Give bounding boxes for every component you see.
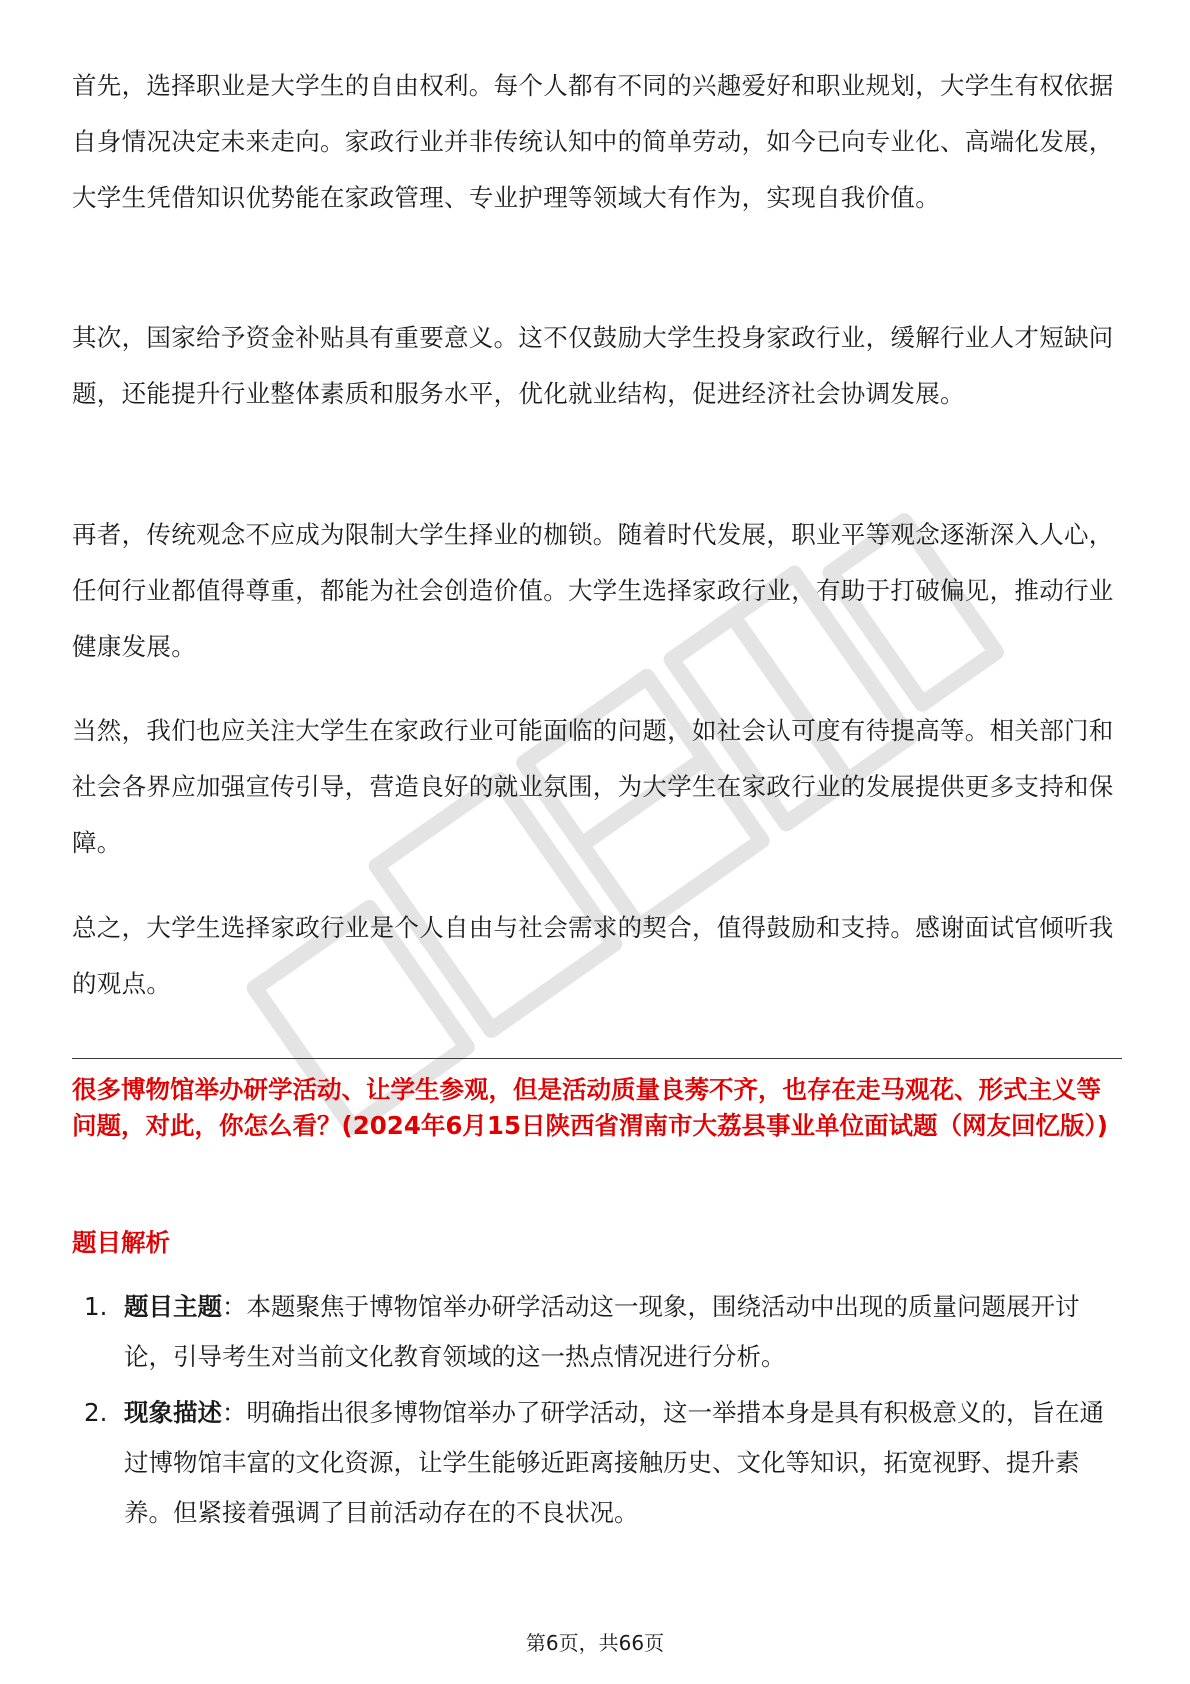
list-item-text: ：明确指出很多博物馆举办了研学活动，这一举措本身是具有积极意义的，旨在通过博物馆丰富的文化资源，让学生能够近距离接触历史、文化等知识，拓宽视野、提升素养。但紧接着强调了目前活动存在的不良状况。: [124, 1398, 1104, 1527]
paragraph-first: 首先，选择职业是大学生的自由权利。每个人都有不同的兴趣爱好和职业规划，大学生有权依据自身情况决定未来走向。家政行业并非传统认知中的简单劳动，如今已向专业化、高端化发展，大学生凭借知识优势能在家政管理、专业护理等领域大有作为，实现自我价值。: [72, 71, 1114, 212]
list-item-term: 现象描述: [124, 1398, 222, 1427]
list-item: [72, 1282, 1122, 1382]
section-divider: [72, 1058, 1122, 1059]
list-item-number: 1.: [84, 1292, 108, 1321]
list-item-text: ：本题聚焦于博物馆举办研学活动这一现象，围绕活动中出现的质量问题展开讨论，引导考生对当前文化教育领域的这一热点情况进行分析。: [124, 1292, 1080, 1371]
paragraph-second: 其次，国家给予资金补贴具有重要意义。这不仅鼓励大学生投身家政行业，缓解行业人才短缺问题，还能提升行业整体素质和服务水平，优化就业结构，促进经济社会协调发展。: [72, 323, 1114, 408]
analysis-list: [72, 1282, 1122, 1544]
question-heading: 很多博物馆举办研学活动、让学生参观，但是活动质量良莠不齐，也存在走马观花、形式主义等问题，对此，你怎么看？(2024年6月15日陕西省渭南市大荔县事业单位面试题（网友回忆版）): [72, 1075, 1108, 1140]
page-number-footer: 第6页，共66页: [525, 1631, 665, 1655]
paragraph-third: 再者，传统观念不应成为限制大学生择业的枷锁。随着时代发展，职业平等观念逐渐深入人心，任何行业都值得尊重，都能为社会创造价值。大学生选择家政行业，有助于打破偏见，推动行业健康发展。: [72, 520, 1114, 661]
list-item: [72, 1388, 1122, 1538]
analysis-heading: 题目解析: [72, 1228, 170, 1257]
list-item-term: 题目主题: [124, 1292, 222, 1321]
list-item-number: 2.: [84, 1398, 108, 1427]
paragraph-fourth: 当然，我们也应关注大学生在家政行业可能面临的问题，如社会认可度有待提高等。相关部门和社会各界应加强宣传引导，营造良好的就业氛围，为大学生在家政行业的发展提供更多支持和保障。: [72, 716, 1114, 857]
paragraph-conclusion: 总之，大学生选择家政行业是个人自由与社会需求的契合，值得鼓励和支持。感谢面试官倾听我的观点。: [72, 913, 1114, 998]
